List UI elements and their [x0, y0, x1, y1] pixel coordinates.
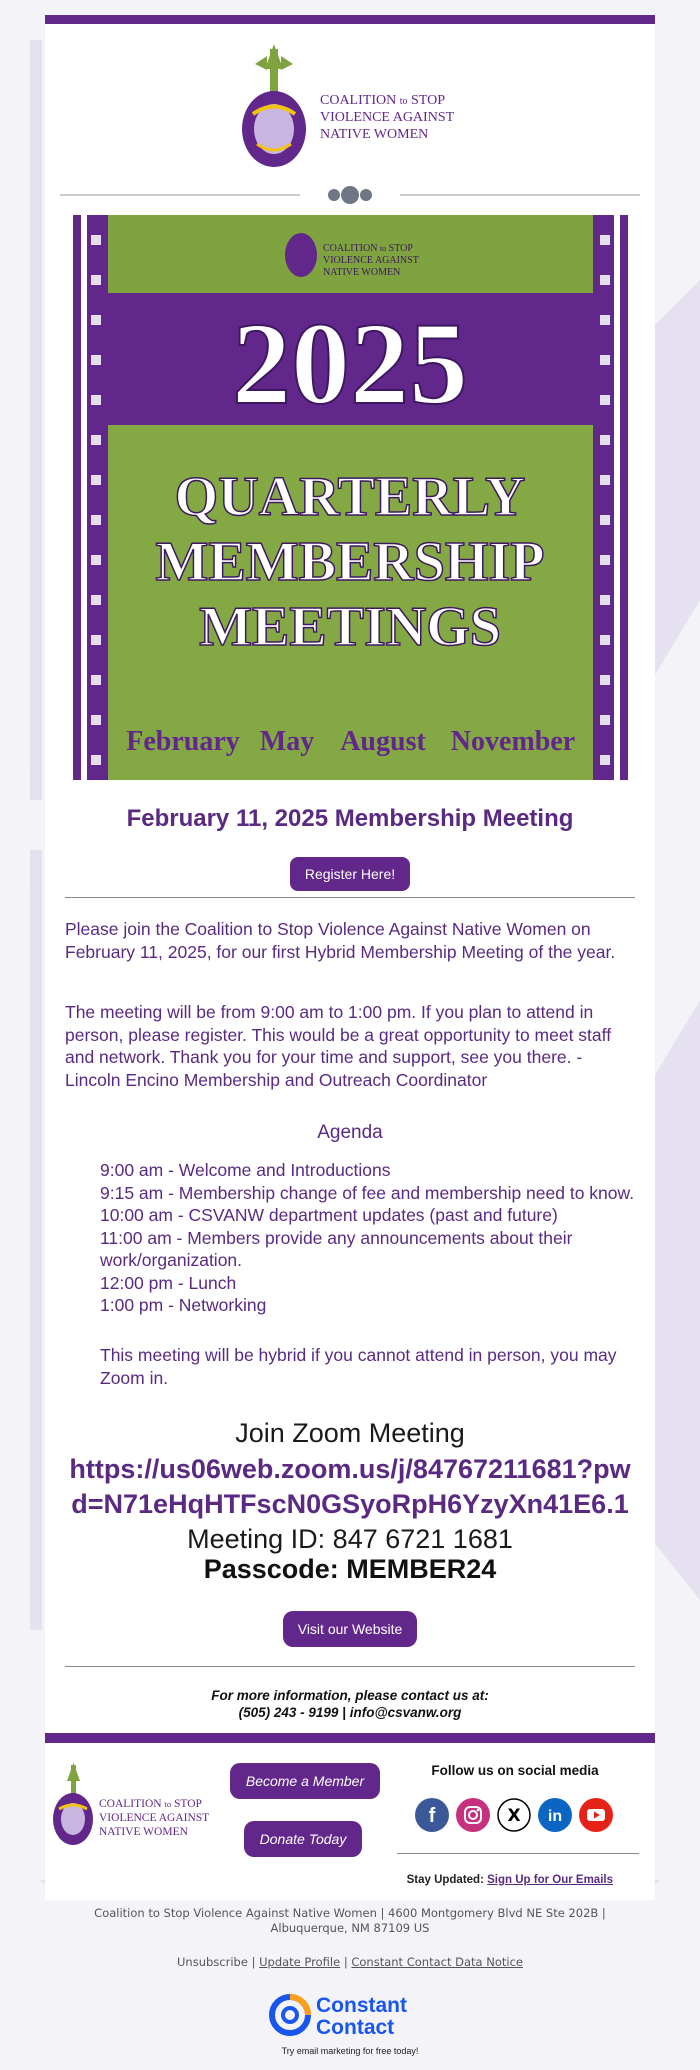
footer-logo-to: to	[164, 1799, 172, 1809]
zoom-link[interactable]: https://us06web.zoom.us/j/84767211681?pwd=N71eHqHTFscN0GSyoRpH6YzyXn41E6.1	[69, 1454, 631, 1519]
banner-line2: MEMBERSHIP	[155, 531, 545, 593]
contact-line2: (505) 243 - 9199 | info@csvanw.org	[238, 1705, 462, 1720]
footer-links	[0, 1955, 700, 1969]
svg-text:f: f	[428, 1805, 436, 1827]
data-notice-link[interactable]: Constant Contact Data Notice	[351, 1955, 523, 1969]
banner-logo-stop: STOP	[388, 243, 413, 254]
logo-name-to: to	[399, 96, 408, 107]
agenda-item: 1:00 pm - Networking	[100, 1295, 267, 1315]
footer-logo-line1: COALITION	[99, 1798, 162, 1810]
link-separator: |	[343, 1955, 348, 1969]
svg-text:COALITION to STOP	[99, 1798, 202, 1810]
linkedin-icon[interactable]	[538, 1798, 572, 1832]
zoom-details	[65, 1452, 635, 1557]
facebook-icon[interactable]	[415, 1798, 449, 1832]
banner-month: May	[259, 726, 315, 757]
cc-tagline: Try email marketing for free today!	[281, 2046, 419, 2056]
zoom-meeting-id: Meeting ID: 847 6721 1681	[187, 1524, 513, 1554]
become-member-button[interactable]: Become a Member	[230, 1763, 380, 1799]
address-line2: Albuquerque, NM 87109 US	[270, 1921, 430, 1935]
stay-label: Stay Updated:	[406, 1874, 484, 1886]
details-paragraph: The meeting will be from 9:00 am to 1:00 pm. If you plan to attend in person, please register. This would be a great opportunity to meet staff and network. Thank you for your time and support, see you there. - Lincoln Encino Membership and Outreach Coordinator	[65, 1002, 612, 1090]
svg-text:X: X	[507, 1806, 521, 1826]
banner-logo-to: to	[379, 244, 387, 253]
svg-text:COALITION to STOP	[320, 93, 445, 108]
footer-logo-line3: NATIVE WOMEN	[99, 1826, 188, 1838]
agenda-item: 9:00 am - Welcome and Introductions	[100, 1160, 391, 1180]
logo-name-line3: NATIVE WOMEN	[320, 127, 429, 142]
banner-logo-line2: VIOLENCE AGAINST	[323, 255, 419, 266]
social-links	[415, 1798, 615, 1832]
top-accent-bar	[45, 15, 655, 24]
svg-text:COALITION to STOP	[323, 243, 413, 254]
email-container	[45, 15, 655, 1900]
update-profile-link[interactable]: Update Profile	[259, 1955, 341, 1969]
agenda-item: 11:00 am - Members provide any announcements about their work/organization.	[100, 1227, 573, 1270]
cc-line1: Constant	[316, 1994, 407, 2017]
signup-link[interactable]: Sign Up for Our Emails	[487, 1874, 613, 1886]
agenda-item: 9:15 am - Membership change of fee and membership need to know.	[100, 1182, 635, 1203]
banner-logo-line1: COALITION	[323, 243, 378, 254]
agenda-list	[100, 1159, 640, 1317]
banner-month: February	[126, 726, 240, 757]
x-icon[interactable]	[497, 1798, 531, 1832]
stay-updated	[395, 1874, 635, 1886]
intro-paragraph: Please join the Coalition to Stop Violence Against Native Women on February 11, 2025, for our first Hybrid Membership Meeting of the year.	[65, 919, 616, 962]
donate-button[interactable]: Donate Today	[244, 1821, 362, 1857]
event-title: February 11, 2025 Membership Meeting	[126, 805, 574, 832]
footer-logo-line2: VIOLENCE AGAINST	[99, 1812, 210, 1824]
cc-line2: Contact	[316, 2016, 395, 2039]
zoom-passcode: Passcode: MEMBER24	[203, 1554, 497, 1584]
social-divider	[397, 1853, 639, 1854]
unsubscribe-link[interactable]: Unsubscribe	[177, 1955, 248, 1969]
logo-name-stop: STOP	[411, 93, 445, 108]
csvanw-logo-icon[interactable]	[235, 36, 475, 172]
dots-divider	[60, 180, 640, 210]
link-separator: |	[251, 1955, 256, 1969]
follow-label: Follow us on social media	[431, 1763, 599, 1778]
agenda-item: 10:00 am - CSVANW department updates (past and future)	[100, 1205, 558, 1225]
svg-text:in: in	[547, 1808, 563, 1825]
instagram-icon[interactable]	[456, 1798, 490, 1832]
register-button[interactable]: Register Here!	[290, 857, 410, 891]
hybrid-note: This meeting will be hybrid if you cannot attend in person, you may Zoom in.	[100, 1345, 617, 1388]
constant-contact-logo-icon[interactable]	[268, 1990, 438, 2040]
footer-address	[0, 1906, 700, 1936]
meetings-banner	[73, 215, 628, 780]
footer-logo-stop: STOP	[173, 1798, 202, 1810]
banner-line1: QUARTERLY	[174, 466, 526, 528]
youtube-icon[interactable]	[579, 1798, 613, 1832]
banner-year: 2025	[232, 298, 468, 429]
banner-logo-line3: NATIVE WOMEN	[323, 267, 401, 278]
logo-name-line1: COALITION	[320, 93, 397, 108]
logo-name-line2: VIOLENCE AGAINST	[320, 110, 455, 125]
zoom-heading: Join Zoom Meeting	[235, 1418, 465, 1448]
agenda-heading: Agenda	[317, 1122, 383, 1143]
banner-month: November	[450, 726, 576, 757]
contact-info	[45, 1687, 655, 1721]
visit-website-button[interactable]: Visit our Website	[283, 1611, 417, 1647]
bottom-accent-bar	[45, 1733, 655, 1743]
banner-month: August	[340, 726, 426, 757]
section-divider	[65, 1666, 635, 1667]
banner-line3: MEETINGS	[199, 596, 501, 658]
section-divider	[65, 897, 635, 898]
contact-line1: For more information, please contact us at:	[211, 1688, 489, 1703]
agenda-item: 12:00 pm - Lunch	[100, 1272, 237, 1293]
csvanw-footer-logo-icon[interactable]	[53, 1763, 221, 1849]
address-line1: Coalition to Stop Violence Against Native Women | 4600 Montgomery Blvd NE Ste 202B |	[94, 1906, 606, 1920]
